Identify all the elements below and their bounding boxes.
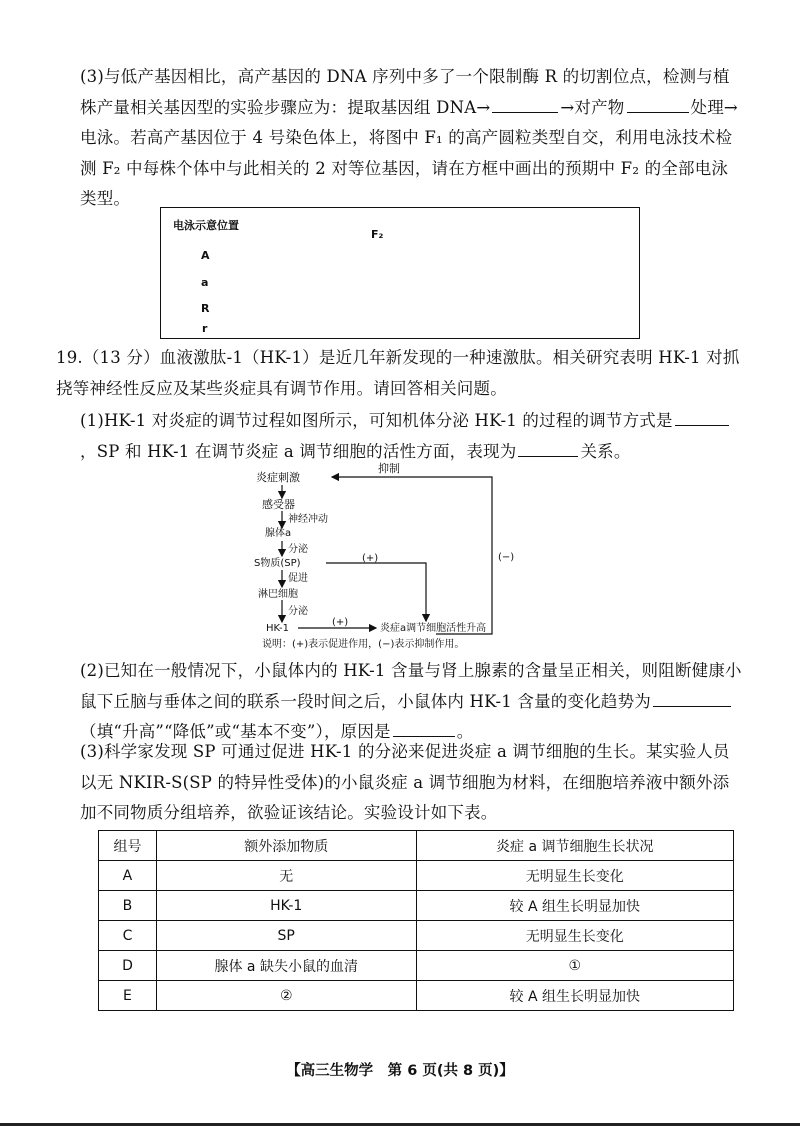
table-cell: SP	[156, 921, 416, 951]
answer-blank[interactable]	[675, 407, 729, 426]
table-row	[99, 891, 734, 921]
table-cell: 较 A 组生长明显加快	[416, 891, 733, 921]
experiment-table	[98, 830, 734, 1011]
answer-blank[interactable]	[518, 438, 578, 457]
table-cell: A	[99, 861, 157, 891]
band-label: A	[201, 249, 210, 262]
table-cell: 无明显生长变化	[416, 921, 733, 951]
table-cell: HK-1	[156, 891, 416, 921]
diagram-legend-note: 说明：(+)表示促进作用，(−)表示抑制作用。	[262, 639, 465, 650]
q19-part3-text: (3)科学家发现 SP 可通过促进 HK-1 的分泌来促进炎症 a 调节细胞的生长。某实验人员以无 NKIR-S(SP 的特异性受体)的小鼠炎症 a 调节细胞为材料，在细胞培养液中额外添加不同物质分组培养，欲验证该结论。实验设计如下表。	[80, 742, 730, 822]
diagram-node-lymphocyte: 淋巴细胞	[258, 589, 298, 600]
q19-part2-text-b: （填“升高”“降低”或“基本不变”），原因是	[80, 722, 391, 741]
table-header: 组号	[99, 831, 157, 861]
diagram-label-nerve: 神经冲动	[288, 514, 328, 525]
ep-box-title: 电泳示意位置	[173, 219, 239, 232]
q19-part1-text-b: ，SP 和 HK-1 在调节炎症 a 调节细胞的活性方面，表现为	[80, 441, 517, 461]
band-label: r	[202, 322, 208, 335]
table-answer-cell[interactable]: ②	[156, 981, 416, 1011]
q18-part3-text-a: (3)与低产基因相比，高产基因的 DNA 序列中多了一个限制酶 R 的切割位点，检测与植株产量相关基因型的实验步骤应为：提取基因组 DNA→	[80, 67, 730, 117]
electrophoresis-answer-box[interactable]	[160, 207, 640, 339]
table-cell: B	[99, 891, 157, 921]
table-cell: 腺体 a 缺失小鼠的血清	[156, 951, 416, 981]
q19-intro	[56, 343, 742, 404]
table-cell: E	[99, 981, 157, 1011]
table-row	[99, 951, 734, 981]
diagram-label-plus: (+)	[362, 553, 379, 564]
diagram-node-gland: 腺体a	[265, 528, 292, 539]
answer-blank[interactable]	[653, 688, 731, 707]
q18-part3-text-b: →对产物	[560, 97, 625, 117]
table-header: 额外添加物质	[156, 831, 416, 861]
band-label: R	[201, 302, 210, 315]
page-footer: 【高三生物学 第 6 页(共 8 页)】	[286, 1063, 514, 1079]
footer-divider	[0, 1123, 800, 1126]
diagram-node-receptor: 感受器	[262, 498, 295, 511]
diagram-label-promote: 促进	[288, 573, 308, 584]
diagram-label-minus: (−)	[498, 552, 515, 563]
answer-blank[interactable]	[393, 718, 455, 737]
q19-part2-text-c: 。	[456, 722, 474, 741]
table-cell: C	[99, 921, 157, 951]
q18-part3	[80, 62, 742, 215]
table-cell: 无明显生长变化	[416, 861, 733, 891]
band-label: a	[201, 276, 209, 289]
diagram-node-stimulus: 炎症刺激	[256, 471, 300, 484]
diagram-node-sp: S物质(SP)	[254, 558, 301, 569]
diagram-node-hk1: HK-1	[266, 623, 289, 634]
table-row	[99, 981, 734, 1011]
diagram-label-inhibit: 抑制	[378, 462, 400, 475]
answer-blank[interactable]	[492, 94, 558, 113]
q19-part1-text-c: 关系。	[580, 441, 631, 461]
q19-part2	[80, 656, 742, 748]
hk1-regulation-diagram	[240, 458, 540, 658]
q19-part1-text-a: (1)HK-1 对炎症的调节过程如图所示，可知机体分泌 HK-1 的过程的调节方式是	[80, 411, 673, 430]
ep-box-f2-label: F₂	[371, 228, 384, 241]
q18-part3-text-c: 处理→电泳。若高产基因位于 4 号染色体上，将图中 F₁ 的高产圆粒类型自交，利用电泳技术检测 F₂ 中每株个体中与此相关的 2 对等位基因，请在方框中画出的预期中 F₂ 的全部电泳类型。	[80, 97, 738, 208]
q19-part2-text-a: (2)已知在一般情况下，小鼠体内的 HK-1 含量与肾上腺素的含量呈正相关，则阻断健康小鼠下丘脑与垂体之间的联系一段时间之后，小鼠体内 HK-1 含量的变化趋势为	[80, 661, 742, 711]
table-cell: 无	[156, 861, 416, 891]
table-answer-cell[interactable]: ①	[416, 951, 733, 981]
q19-part3	[80, 737, 742, 829]
answer-blank[interactable]	[627, 94, 689, 113]
diagram-label-secrete: 分泌	[288, 606, 308, 617]
table-row	[99, 921, 734, 951]
diagram-node-result: 炎症a调节细胞活性升高	[380, 623, 487, 634]
diagram-label-secrete: 分泌	[288, 544, 308, 555]
table-row	[99, 861, 734, 891]
q19-intro-text: 19.（13 分）血液激肽-1（HK-1）是近几年新发现的一种速激肽。相关研究表明 HK-1 对抓挠等神经性反应及某些炎症具有调节作用。请回答相关问题。	[56, 348, 740, 398]
table-header-row	[99, 831, 734, 861]
table-cell: D	[99, 951, 157, 981]
table-cell: 较 A 组生长明显加快	[416, 981, 733, 1011]
diagram-label-plus: (+)	[332, 617, 349, 628]
table-header: 炎症 a 调节细胞生长状况	[416, 831, 733, 861]
